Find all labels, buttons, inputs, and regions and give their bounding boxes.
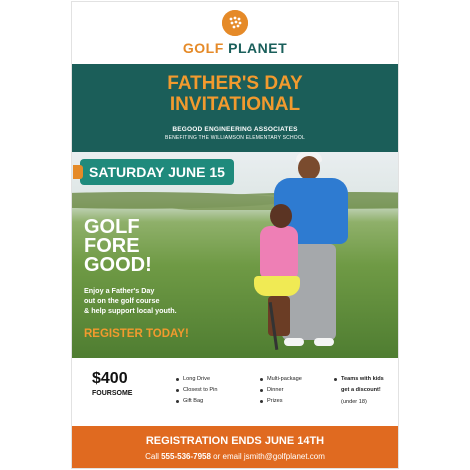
discount-list (334, 374, 392, 408)
event-title-line2: INVITATIONAL (169, 94, 301, 115)
golf-photo (72, 152, 398, 358)
contact-line (72, 452, 398, 461)
feature-item: Dinner (260, 385, 302, 396)
pitch-line: Enjoy a Father's Day (84, 286, 155, 295)
girl-head (270, 204, 292, 228)
feature-item: Gift Bag (176, 396, 218, 407)
flyer (72, 2, 398, 468)
brand-name (72, 40, 398, 56)
price-unit: FOURSOME (92, 390, 133, 397)
slogan-line: GOOD! (84, 254, 152, 276)
feature-item: Closest to Pin (176, 385, 218, 396)
discount-text: Teams with kids get a discount! (341, 376, 384, 393)
phone-number[interactable]: 555-536-7958 (161, 452, 211, 461)
man-head (298, 156, 320, 180)
pitch-line: out on the golf course (84, 296, 160, 305)
email-label: or email (213, 452, 242, 461)
man-shoe (314, 338, 334, 346)
brand-word1: GOLF (182, 40, 224, 56)
feature-item: Long Drive (176, 374, 218, 385)
benefit-line: BENEFITING THE WILLIAMSON ELEMENTARY SCHOOL (165, 135, 305, 141)
footer (72, 426, 398, 468)
pitch-text (84, 286, 224, 316)
girl-skirt (254, 276, 300, 296)
feature-list (260, 374, 302, 407)
pitch-line: & help support local youth. (84, 306, 177, 315)
call-label: Call (145, 452, 159, 461)
price: $400 (92, 370, 128, 387)
event-title-line1: FATHER'S DAY (167, 73, 303, 94)
pricing-section (72, 358, 398, 426)
logo (72, 2, 398, 64)
tree-line (72, 186, 398, 210)
discount-item (334, 374, 392, 408)
sponsor-name: BEGOOD ENGINEERING ASSOCIATES (172, 126, 298, 133)
golf-ball-icon (222, 10, 248, 36)
date-banner (80, 159, 234, 185)
slogan (84, 218, 152, 275)
slogan-line: GOLF (84, 216, 140, 238)
discount-note: (under 18) (341, 399, 367, 405)
email-link[interactable]: jsmith@golfplanet.com (243, 452, 325, 461)
deadline: REGISTRATION ENDS JUNE 14TH (145, 435, 325, 447)
register-cta[interactable]: REGISTER TODAY! (84, 328, 189, 340)
slogan-line: FORE (84, 235, 140, 257)
title-band (72, 64, 398, 152)
man-shoe (284, 338, 304, 346)
feature-item: Prizes (260, 396, 302, 407)
feature-item: Multi-package (260, 374, 302, 385)
girl-shirt (260, 226, 298, 278)
feature-list (176, 374, 218, 407)
event-date: SATURDAY JUNE 15 (89, 164, 225, 180)
brand-word2: PLANET (228, 40, 288, 56)
